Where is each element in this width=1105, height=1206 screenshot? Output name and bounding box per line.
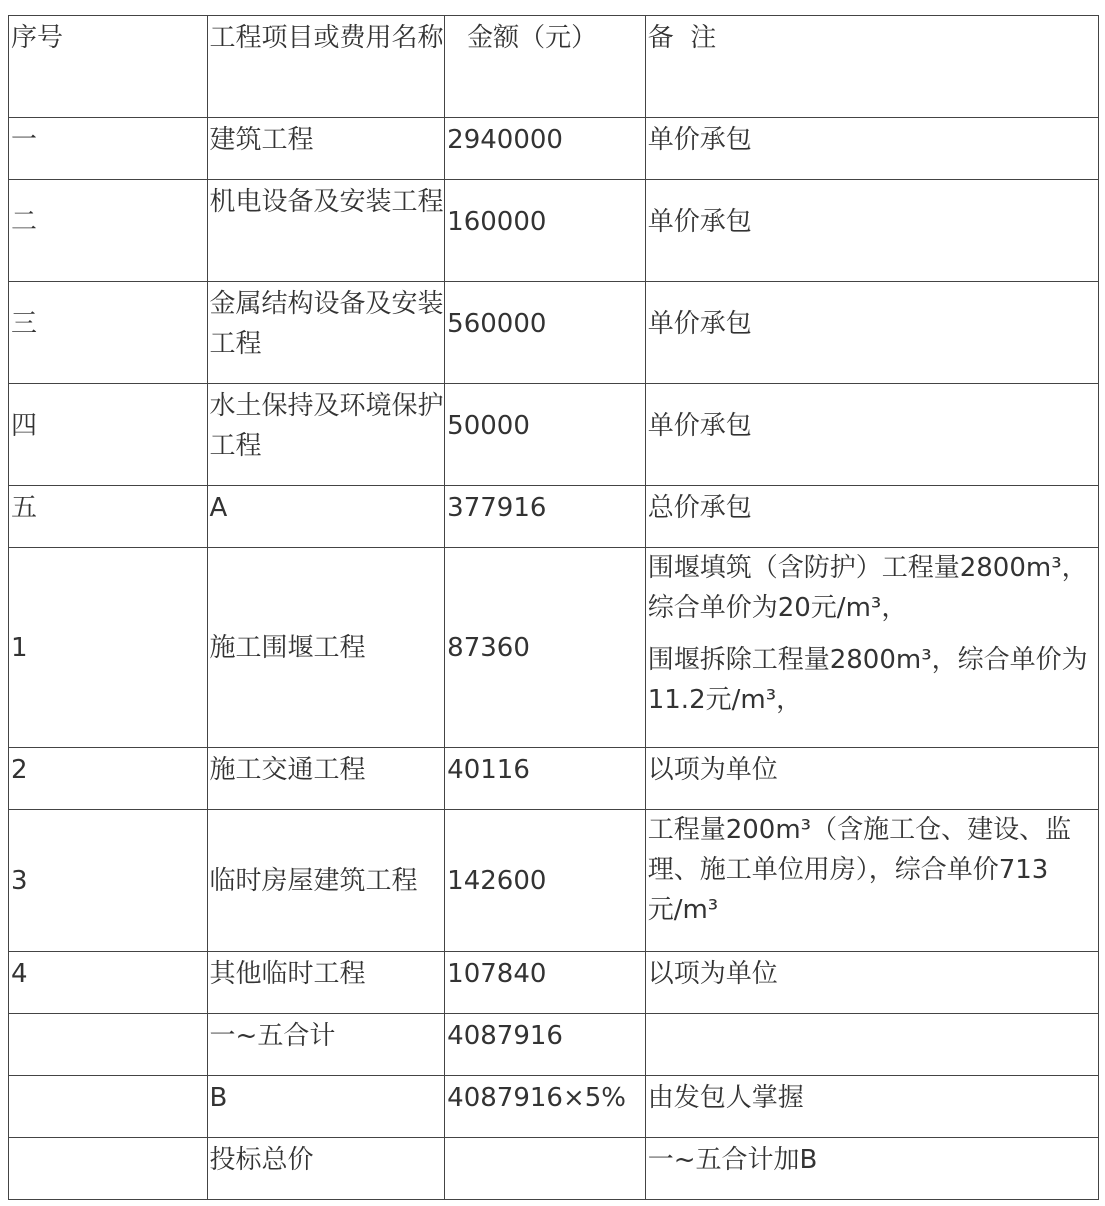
row-amount: 87360: [445, 548, 646, 748]
row-remark: [645, 1014, 1098, 1076]
row-remark: 由发包人掌握: [645, 1076, 1098, 1138]
row-amount: 142600: [445, 810, 646, 952]
table-row: [9, 118, 1099, 180]
row-amount: [445, 1138, 646, 1200]
cost-table: [8, 15, 1099, 1200]
row-index: 3: [9, 810, 208, 952]
row-name: B: [207, 1076, 445, 1138]
table-row: [9, 180, 1099, 282]
row-amount: 40116: [445, 748, 646, 810]
row-name: 施工交通工程: [207, 748, 445, 810]
table-row: [9, 1138, 1099, 1200]
row-index: 四: [9, 384, 208, 486]
row-amount: 107840: [445, 952, 646, 1014]
row-index: [9, 1138, 208, 1200]
row-name: 金属结构设备及安装工程: [207, 282, 445, 384]
row-name: 水土保持及环境保护工程: [207, 384, 445, 486]
row-amount: 160000: [445, 180, 646, 282]
row-index: 4: [9, 952, 208, 1014]
row-amount: 50000: [445, 384, 646, 486]
table-row: [9, 810, 1099, 952]
remark-paragraph: 围堰填筑（含防护）工程量2800m³，综合单价为20元/m³，: [647, 553, 1088, 623]
row-remark: 一~五合计加B: [645, 1138, 1098, 1200]
table-row: [9, 282, 1099, 384]
row-remark: 单价承包: [645, 384, 1098, 486]
row-name: 其他临时工程: [207, 952, 445, 1014]
row-amount: 560000: [445, 282, 646, 384]
row-index: [9, 1014, 208, 1076]
row-remark: 工程量200m³（含施工仓、建设、监理、施工单位用房），综合单价713元/m³: [645, 810, 1098, 952]
table-row: [9, 1076, 1099, 1138]
row-remark: [645, 548, 1098, 748]
header-remark: 备 注: [645, 16, 1098, 118]
row-name: 机电设备及安装工程: [207, 180, 445, 282]
header-name: 工程项目或费用名称: [207, 16, 445, 118]
row-name: 施工围堰工程: [207, 548, 445, 748]
row-name: 建筑工程: [207, 118, 445, 180]
row-amount: 2940000: [445, 118, 646, 180]
row-name: 投标总价: [207, 1138, 445, 1200]
row-name: A: [207, 486, 445, 548]
row-amount: 4087916: [445, 1014, 646, 1076]
table-row: [9, 548, 1099, 748]
row-index: [9, 1076, 208, 1138]
row-index: 三: [9, 282, 208, 384]
row-remark: 单价承包: [645, 118, 1098, 180]
row-name: 一~五合计: [207, 1014, 445, 1076]
row-amount: 4087916×5%: [445, 1076, 646, 1138]
row-amount: 377916: [445, 486, 646, 548]
remark-paragraph: 围堰拆除工程量2800m³，综合单价为11.2元/m³，: [647, 645, 1088, 715]
table-row: [9, 486, 1099, 548]
row-index: 一: [9, 118, 208, 180]
row-remark: 以项为单位: [645, 748, 1098, 810]
row-remark: 总价承包: [645, 486, 1098, 548]
table-header-row: [9, 16, 1099, 118]
header-amount: 金额（元）: [445, 16, 646, 118]
row-name: 临时房屋建筑工程: [207, 810, 445, 952]
row-index: 1: [9, 548, 208, 748]
row-remark: 单价承包: [645, 180, 1098, 282]
table-row: [9, 384, 1099, 486]
table-row: [9, 1014, 1099, 1076]
row-index: 2: [9, 748, 208, 810]
table-row: [9, 952, 1099, 1014]
row-index: 二: [9, 180, 208, 282]
row-remark: 单价承包: [645, 282, 1098, 384]
row-index: 五: [9, 486, 208, 548]
header-index: 序号: [9, 16, 208, 118]
row-remark: 以项为单位: [645, 952, 1098, 1014]
table-row: [9, 748, 1099, 810]
